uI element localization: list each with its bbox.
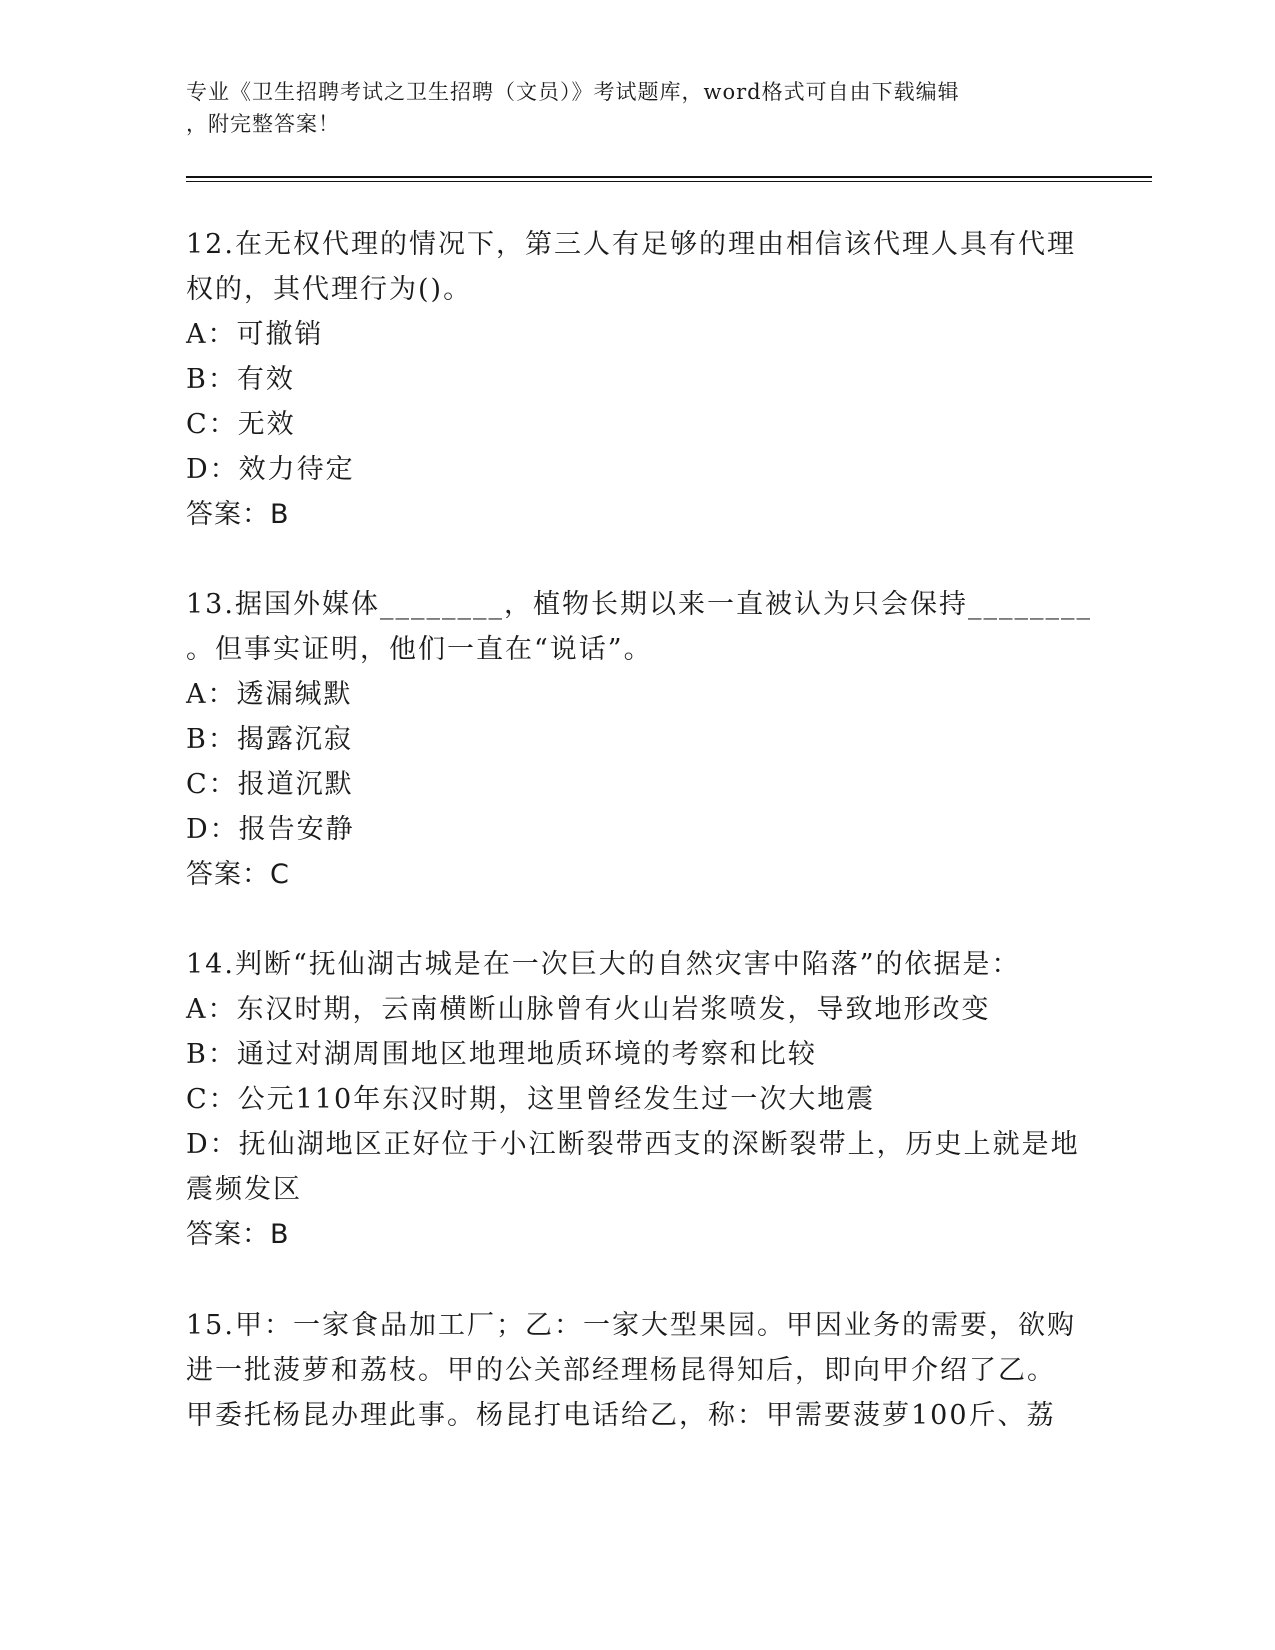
header-line-1: 专业《卫生招聘考试之卫生招聘（文员）》考试题库，word格式可自由下载编辑 [186, 80, 960, 104]
question-15 [186, 1303, 1086, 1438]
option-d-continued: 震频发区 [186, 1174, 302, 1205]
answer-label: 答案：B [186, 1219, 290, 1250]
answer-label: 答案：C [186, 859, 290, 890]
option-b: B：揭露沉寂 [186, 724, 353, 755]
header-divider-thin [186, 181, 1152, 182]
question-stem-line: 甲委托杨昆办理此事。杨昆打电话给乙，称：甲需要菠萝100斤、荔 [186, 1400, 1056, 1431]
header-divider-thick [186, 176, 1152, 178]
question-12 [186, 222, 1086, 537]
header-line-2: ，附完整答案！ [186, 112, 340, 136]
option-b: B：通过对湖周围地区地理地质环境的考察和比较 [186, 1039, 817, 1070]
question-stem-line: 13.据国外媒体________，植物长期以来一直被认为只会保持________ [186, 589, 1092, 620]
question-13 [186, 582, 1092, 897]
question-stem-line: 权的，其代理行为()。 [186, 274, 473, 305]
question-stem-line: 12.在无权代理的情况下，第三人有足够的理由相信该代理人具有代理 [186, 229, 1076, 260]
question-stem-line: 15.甲：一家食品加工厂；乙：一家大型果园。甲因业务的需要，欲购 [186, 1310, 1076, 1341]
question-14 [186, 942, 1086, 1257]
question-stem-line: 14.判断“抚仙湖古城是在一次巨大的自然灾害中陷落”的依据是： [186, 949, 1021, 980]
option-a: A：透漏缄默 [186, 679, 353, 710]
question-stem-line: 。但事实证明，他们一直在“说话”。 [186, 634, 653, 665]
option-d: D：抚仙湖地区正好位于小江断裂带西支的深断裂带上，历史上就是地 [186, 1129, 1080, 1160]
option-d: D：报告安静 [186, 814, 355, 845]
option-d: D：效力待定 [186, 454, 355, 485]
option-a: A：东汉时期，云南横断山脉曾有火山岩浆喷发，导致地形改变 [186, 994, 991, 1025]
option-c: C：公元110年东汉时期，这里曾经发生过一次大地震 [186, 1084, 876, 1115]
option-b: B：有效 [186, 364, 295, 395]
question-stem-line: 进一批菠萝和荔枝。甲的公关部经理杨昆得知后，即向甲介绍了乙。 [186, 1355, 1056, 1386]
option-c: C：报道沉默 [186, 769, 354, 800]
option-a: A：可撤销 [186, 319, 324, 350]
document-header [186, 76, 1066, 140]
answer-label: 答案：B [186, 499, 290, 530]
option-c: C：无效 [186, 409, 296, 440]
